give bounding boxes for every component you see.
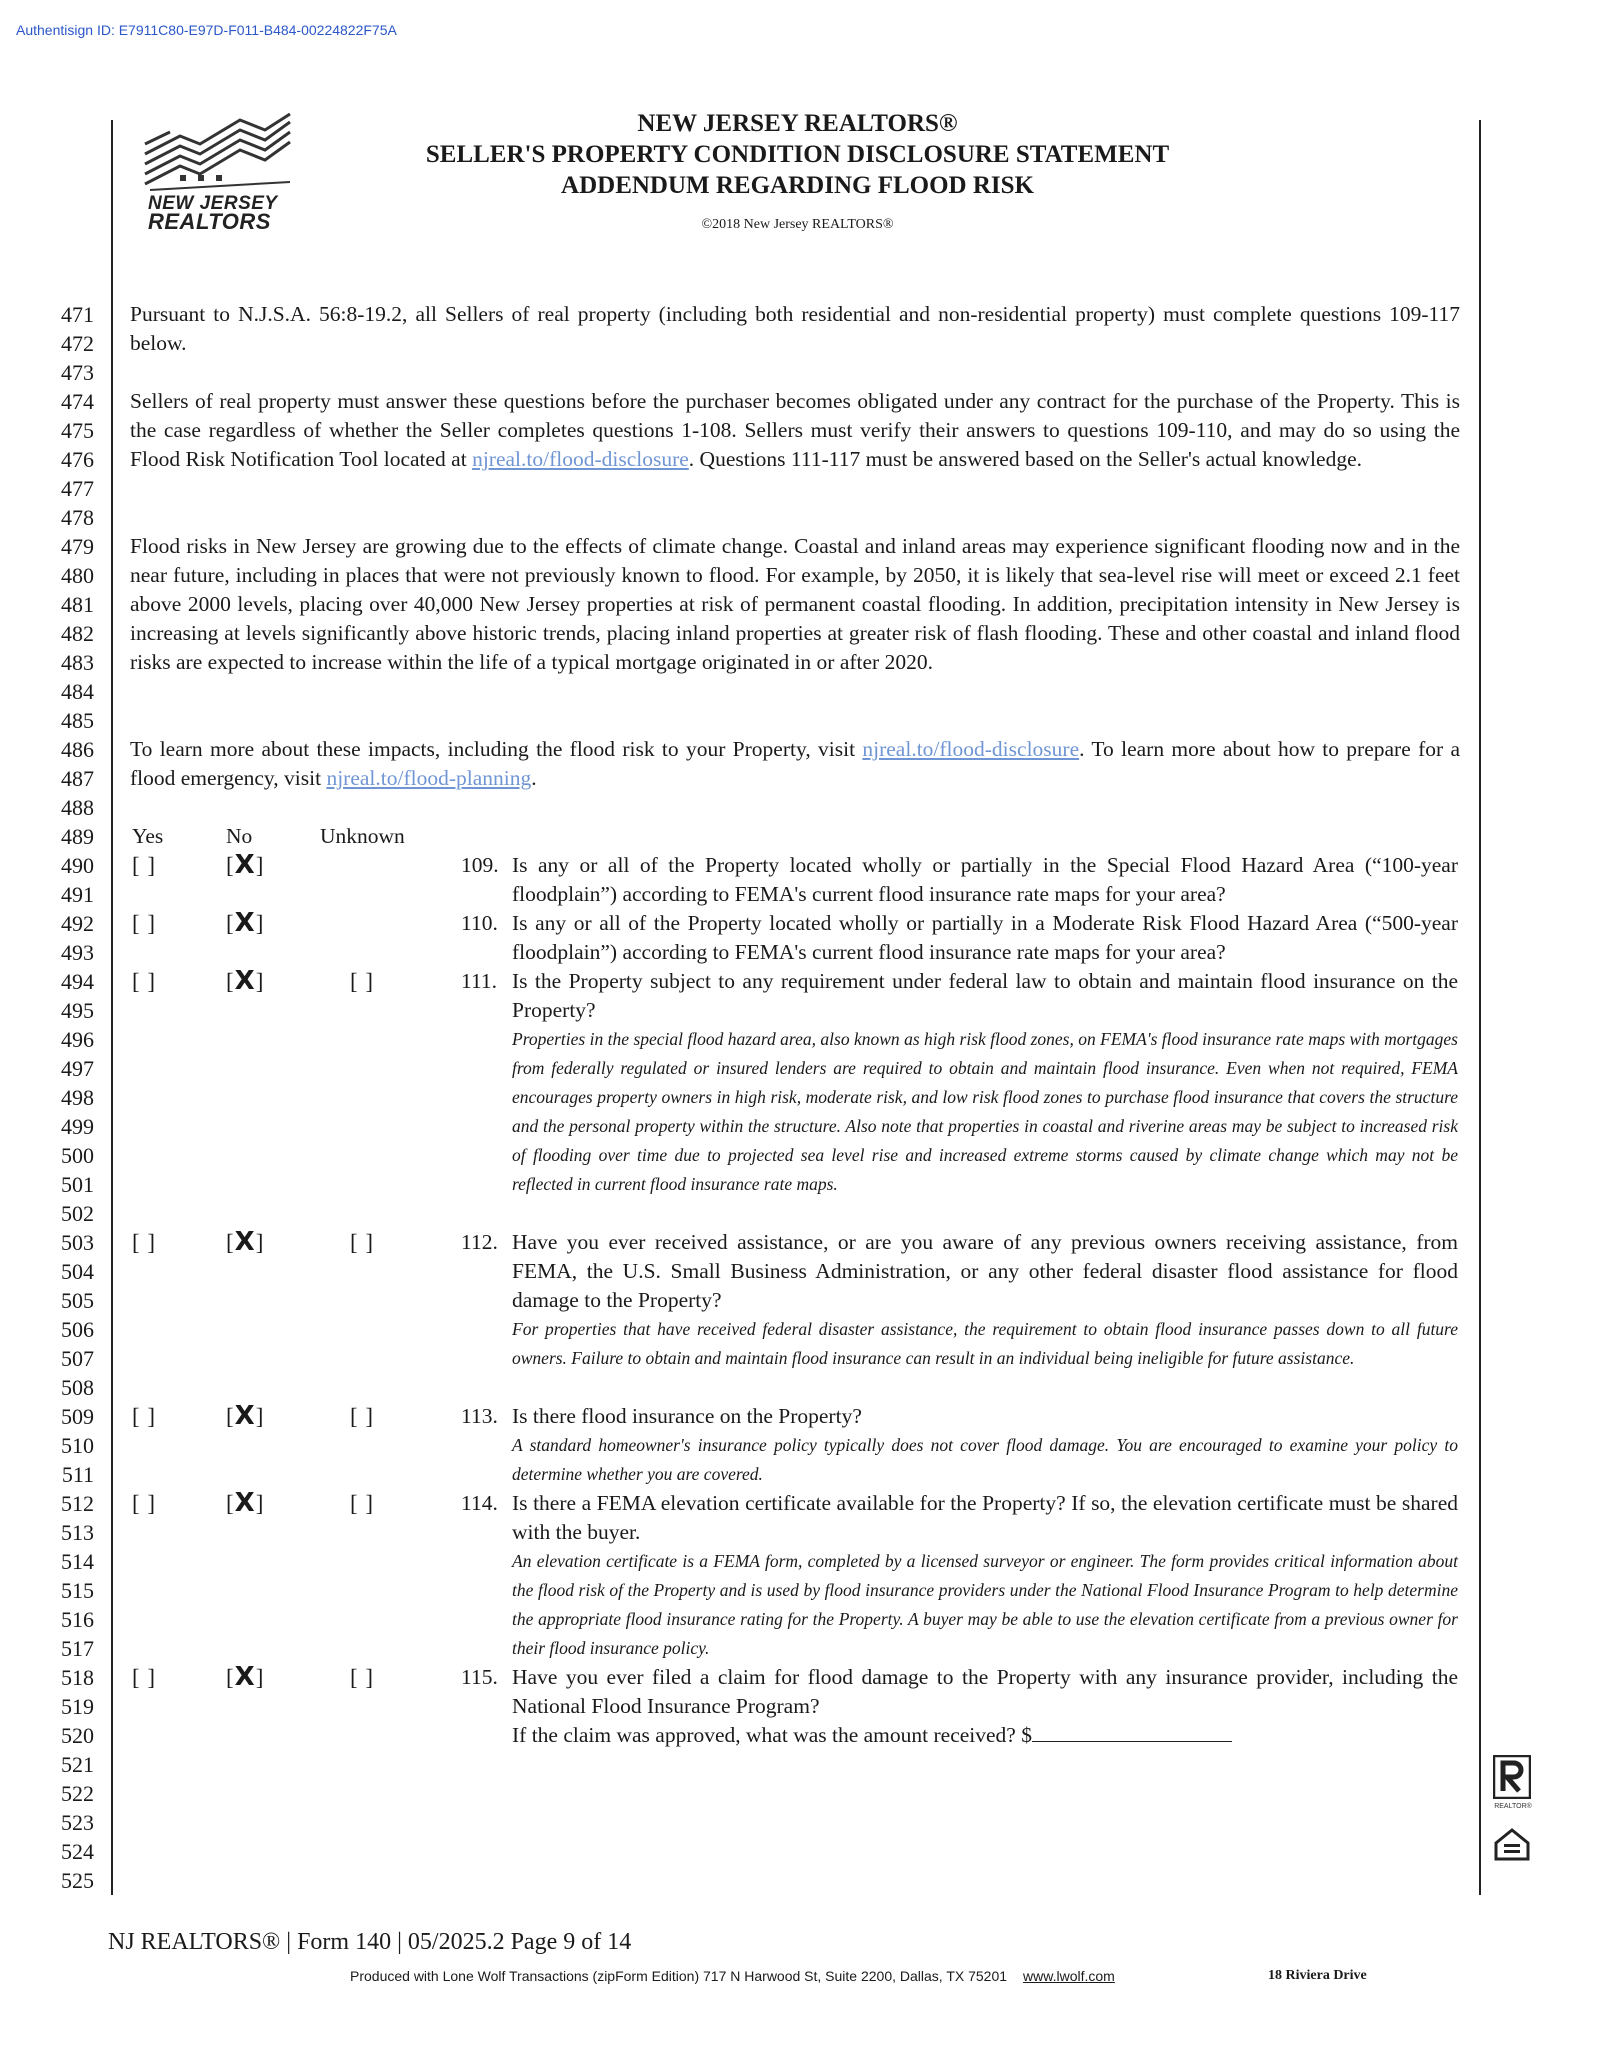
column-header-yes: Yes xyxy=(132,824,164,848)
line-number: 523 xyxy=(61,1810,94,1835)
question-number: 111. xyxy=(461,969,498,993)
check-mark-113: X xyxy=(234,1401,256,1431)
line-number: 483 xyxy=(61,650,94,675)
line-number: 481 xyxy=(61,592,94,617)
line-number: 477 xyxy=(61,476,94,501)
line-number: 506 xyxy=(61,1317,94,1342)
property-address: 18 Riviera Drive xyxy=(1268,1968,1367,1983)
paragraph-learn-more: To learn more about these impacts, including the flood risk to your Property, visit njreal.to/flood-disclosure. To learn more about how to prepare for a flood emergency, visit njreal.to/flood-planning. xyxy=(130,737,1460,790)
realtor-r-icon xyxy=(1493,1755,1531,1799)
question-number: 115. xyxy=(461,1665,498,1689)
line-number: 516 xyxy=(61,1607,94,1632)
question-number: 110. xyxy=(461,911,498,935)
line-number: 504 xyxy=(61,1259,94,1284)
line-number: 494 xyxy=(61,969,94,994)
produced-by-footer xyxy=(350,1968,1115,1984)
line-number: 521 xyxy=(61,1752,94,1777)
line-number: 487 xyxy=(61,766,94,791)
line-number: 473 xyxy=(61,360,94,385)
line-number: 478 xyxy=(61,505,94,530)
line-number: 496 xyxy=(61,1027,94,1052)
nj-realtors-logo xyxy=(140,112,315,242)
lwolf-link[interactable]: www.lwolf.com xyxy=(1023,1968,1115,1984)
line-number: 507 xyxy=(61,1346,94,1371)
flood-disclosure-link[interactable]: njreal.to/flood-disclosure xyxy=(472,447,689,471)
line-number: 488 xyxy=(61,795,94,820)
question-note: A standard homeowner's insurance policy typically does not cover flood damage. You are encouraged to examine your policy to determine whether you are covered. xyxy=(512,1435,1458,1484)
line-number: 495 xyxy=(61,998,94,1023)
question-note: For properties that have received federal disaster assistance, the requirement to obtain flood insurance passes down to all future owners. Failure to obtain and maintain flood insurance can result in an individual being ineligible for future assistance. xyxy=(512,1319,1458,1368)
line-number: 492 xyxy=(61,911,94,936)
column-header-no: No xyxy=(226,824,253,848)
copyright-notice: ©2018 New Jersey REALTORS® xyxy=(701,217,894,232)
column-header-unknown: Unknown xyxy=(320,824,405,848)
title-line-2: SELLER'S PROPERTY CONDITION DISCLOSURE STATEMENT xyxy=(425,141,1170,168)
question-text: Is there flood insurance on the Property? xyxy=(512,1404,862,1428)
no-checkbox-113[interactable]: [X] xyxy=(226,1401,265,1431)
line-number: 513 xyxy=(61,1520,94,1545)
check-mark-111: X xyxy=(234,966,256,996)
line-number: 475 xyxy=(61,418,94,443)
question-text: Have you ever filed a claim for flood damage to the Property with any insurance provider, including the National Flood Insurance Program? xyxy=(512,1665,1458,1718)
line-number: 499 xyxy=(61,1114,94,1139)
line-number: 518 xyxy=(61,1665,94,1690)
line-number: 514 xyxy=(61,1549,94,1574)
line-number: 474 xyxy=(61,389,94,414)
left-margin-rule xyxy=(111,120,113,1895)
line-number: 484 xyxy=(61,679,94,704)
unknown-checkbox-114[interactable]: [ ] xyxy=(350,1491,375,1516)
line-number: 502 xyxy=(61,1201,94,1226)
unknown-checkbox-113[interactable]: [ ] xyxy=(350,1404,375,1429)
yes-checkbox-111[interactable]: [ ] xyxy=(132,969,157,994)
line-number: 480 xyxy=(61,563,94,588)
line-number: 498 xyxy=(61,1085,94,1110)
line-number: 517 xyxy=(61,1636,94,1661)
question-number: 113. xyxy=(461,1404,498,1428)
line-number: 485 xyxy=(61,708,94,733)
question-number: 114. xyxy=(461,1491,498,1515)
paragraph-seller-requirement: Sellers of real property must answer these questions before the purchaser becomes obligated under any contract for the purchase of the Property. This is the case regardless of whether the Seller completes questions 1-108. Sellers must verify their answers to questions 109-110, and may do so using the Flood Risk Notification Tool located at njreal.to/flood-disclosure. Questions 111-117 must be answered based on the Seller's actual knowledge. xyxy=(130,389,1460,471)
question-109 xyxy=(461,851,1458,909)
right-margin-rule xyxy=(1479,120,1481,1895)
realtor-label: REALTOR® xyxy=(1494,1803,1532,1810)
paragraph-flood-risk: Flood risks in New Jersey are growing due to the effects of climate change. Coastal and inland areas may experience significant flooding now and in the near future, including in places that were not previously known to flood. For example, by 2050, it is likely that sea-level rise will meet or exceed 2.1 feet above 2000 levels, placing over 40,000 New Jersey properties at risk of permanent coastal flooding. In addition, precipitation intensity in New Jersey is increasing at levels significantly above historic trends, placing inland properties at greater risk of flash flooding. These and other coastal and inland flood risks are expected to increase within the life of a typical mortgage originated in or after 2020. xyxy=(130,534,1460,674)
line-number: 476 xyxy=(61,447,94,472)
flood-disclosure-link-2[interactable]: njreal.to/flood-disclosure xyxy=(862,737,1080,761)
line-number: 522 xyxy=(61,1781,94,1806)
produced-by-text: Produced with Lone Wolf Transactions (zipForm Edition) 717 N Harwood St, Suite 2200, Dallas, TX 75201 xyxy=(350,1968,1008,1984)
no-checkbox-111[interactable]: [X] xyxy=(226,966,265,996)
question-115 xyxy=(461,1663,1458,1750)
title-line-3: ADDENDUM REGARDING FLOOD RISK xyxy=(561,172,1034,199)
line-number: 489 xyxy=(61,824,94,849)
equal-housing-logo xyxy=(1492,1825,1532,1865)
line-number: 479 xyxy=(61,534,94,559)
question-113 xyxy=(461,1402,1458,1489)
line-number: 486 xyxy=(61,737,94,762)
yes-checkbox-110[interactable]: [ ] xyxy=(132,911,157,936)
line-number: 515 xyxy=(61,1578,94,1603)
question-note: Properties in the special flood hazard area, also known as high risk flood zones, on FEMA's flood insurance rate maps with mortgages from federally regulated or insured lenders are required to obtain and maintain flood insurance. Even when not required, FEMA encourages property owners in high risk, moderate risk, and low risk flood zones to purchase flood insurance that covers the structure and the personal property within the structure. Also note that properties in coastal and riverine areas may be subject to increased risk of flooding over time due to projected sea level rise and increased extreme storms caused by climate change which may not be reflected in current flood insurance rate maps. xyxy=(512,1029,1458,1194)
title-line-1: NEW JERSEY REALTORS® xyxy=(637,110,958,137)
yes-checkbox-113[interactable]: [ ] xyxy=(132,1404,157,1429)
line-number: 525 xyxy=(61,1868,94,1893)
equal-housing-icon xyxy=(1492,1825,1532,1865)
line-number: 503 xyxy=(61,1230,94,1255)
question-112 xyxy=(461,1228,1458,1373)
authentisign-id: Authentisign ID: E7911C80-E97D-F011-B484-00224822F75A xyxy=(16,22,397,38)
realtor-r-logo xyxy=(1493,1755,1531,1799)
check-mark-112: X xyxy=(234,1227,256,1257)
line-number: 519 xyxy=(61,1694,94,1719)
yes-checkbox-114[interactable]: [ ] xyxy=(132,1491,157,1516)
logo-text-realtors: REALTORS xyxy=(148,209,271,234)
check-mark-114: X xyxy=(234,1488,256,1518)
question-text: Is any or all of the Property located wholly or partially in the Special Flood Hazard Area (“100-year floodplain”) according to FEMA's current flood insurance rate maps for your area? xyxy=(512,853,1458,906)
line-number: 471 xyxy=(61,302,94,327)
yes-checkbox-115[interactable]: [ ] xyxy=(132,1665,157,1690)
line-number: 490 xyxy=(61,853,94,878)
unknown-checkbox-112[interactable]: [ ] xyxy=(350,1230,375,1255)
line-number: 512 xyxy=(61,1491,94,1516)
question-note: An elevation certificate is a FEMA form, completed by a licensed surveyor or engineer. The form provides critical information about the flood risk of the Property and is used by flood insurance providers under the National Flood Insurance Program to help determine the appropriate flood insurance rating for the Property. A buyer may be able to use the elevation certificate from a previous owner for their flood insurance policy. xyxy=(512,1551,1458,1658)
claim-amount-label: If the claim was approved, what was the amount received? $ xyxy=(512,1723,1032,1747)
line-number: 500 xyxy=(61,1143,94,1168)
no-checkbox-112[interactable]: [X] xyxy=(226,1227,265,1257)
line-number: 511 xyxy=(61,1462,94,1487)
line-number: 524 xyxy=(61,1839,94,1864)
logo-text-new-jersey: NEW JERSEY xyxy=(148,193,278,214)
question-text: Is there a FEMA elevation certificate available for the Property? If so, the elevation certificate must be shared with the buyer. xyxy=(512,1491,1458,1544)
flood-planning-link[interactable]: njreal.to/flood-planning xyxy=(326,766,532,790)
form-footer: NJ REALTORS® | Form 140 | 05/2025.2 Page 9 of 14 xyxy=(108,1929,632,1955)
line-number: 510 xyxy=(61,1433,94,1458)
no-checkbox-109[interactable]: [X] xyxy=(226,850,265,880)
line-number: 491 xyxy=(61,882,94,907)
yes-checkbox-109[interactable]: [ ] xyxy=(132,853,157,878)
line-number: 497 xyxy=(61,1056,94,1081)
question-110 xyxy=(461,909,1458,967)
question-number: 112. xyxy=(461,1230,498,1254)
question-114 xyxy=(461,1489,1458,1663)
paragraph-statute: Pursuant to N.J.S.A. 56:8-19.2, all Sellers of real property (including both residential and non-residential property) must complete questions 109-117 below. xyxy=(130,302,1460,355)
claim-amount-row xyxy=(512,1721,1458,1750)
line-number: 482 xyxy=(61,621,94,646)
no-checkbox-115[interactable]: [X] xyxy=(226,1662,265,1692)
no-checkbox-114[interactable]: [X] xyxy=(226,1488,265,1518)
line-number: 472 xyxy=(61,331,94,356)
line-number: 520 xyxy=(61,1723,94,1748)
question-text: Have you ever received assistance, or are you aware of any previous owners receiving assistance, from FEMA, the U.S. Small Business Administration, or any other federal disaster flood assistance for flood damage to the Property? xyxy=(512,1230,1458,1312)
line-number: 501 xyxy=(61,1172,94,1197)
question-text: Is any or all of the Property located wholly or partially in a Moderate Risk Flood Hazard Area (“500-year floodplain”) according to FEMA's current flood insurance rate maps for your area? xyxy=(512,911,1458,964)
check-mark-109: X xyxy=(234,850,256,880)
check-mark-110: X xyxy=(234,908,256,938)
document-title xyxy=(330,108,1265,201)
line-number: 508 xyxy=(61,1375,94,1400)
check-mark-115: X xyxy=(234,1662,256,1692)
unknown-checkbox-115[interactable]: [ ] xyxy=(350,1665,375,1690)
unknown-checkbox-111[interactable]: [ ] xyxy=(350,969,375,994)
line-number: 509 xyxy=(61,1404,94,1429)
no-checkbox-110[interactable]: [X] xyxy=(226,908,265,938)
claim-amount-field[interactable] xyxy=(1032,1721,1232,1742)
yes-checkbox-112[interactable]: [ ] xyxy=(132,1230,157,1255)
line-number: 493 xyxy=(61,940,94,965)
question-text: Is the Property subject to any requirement under federal law to obtain and maintain flood insurance on the Property? xyxy=(512,969,1458,1022)
building-logo-icon xyxy=(140,112,315,192)
question-number: 109. xyxy=(461,853,499,877)
question-111 xyxy=(461,967,1458,1199)
line-number: 505 xyxy=(61,1288,94,1313)
